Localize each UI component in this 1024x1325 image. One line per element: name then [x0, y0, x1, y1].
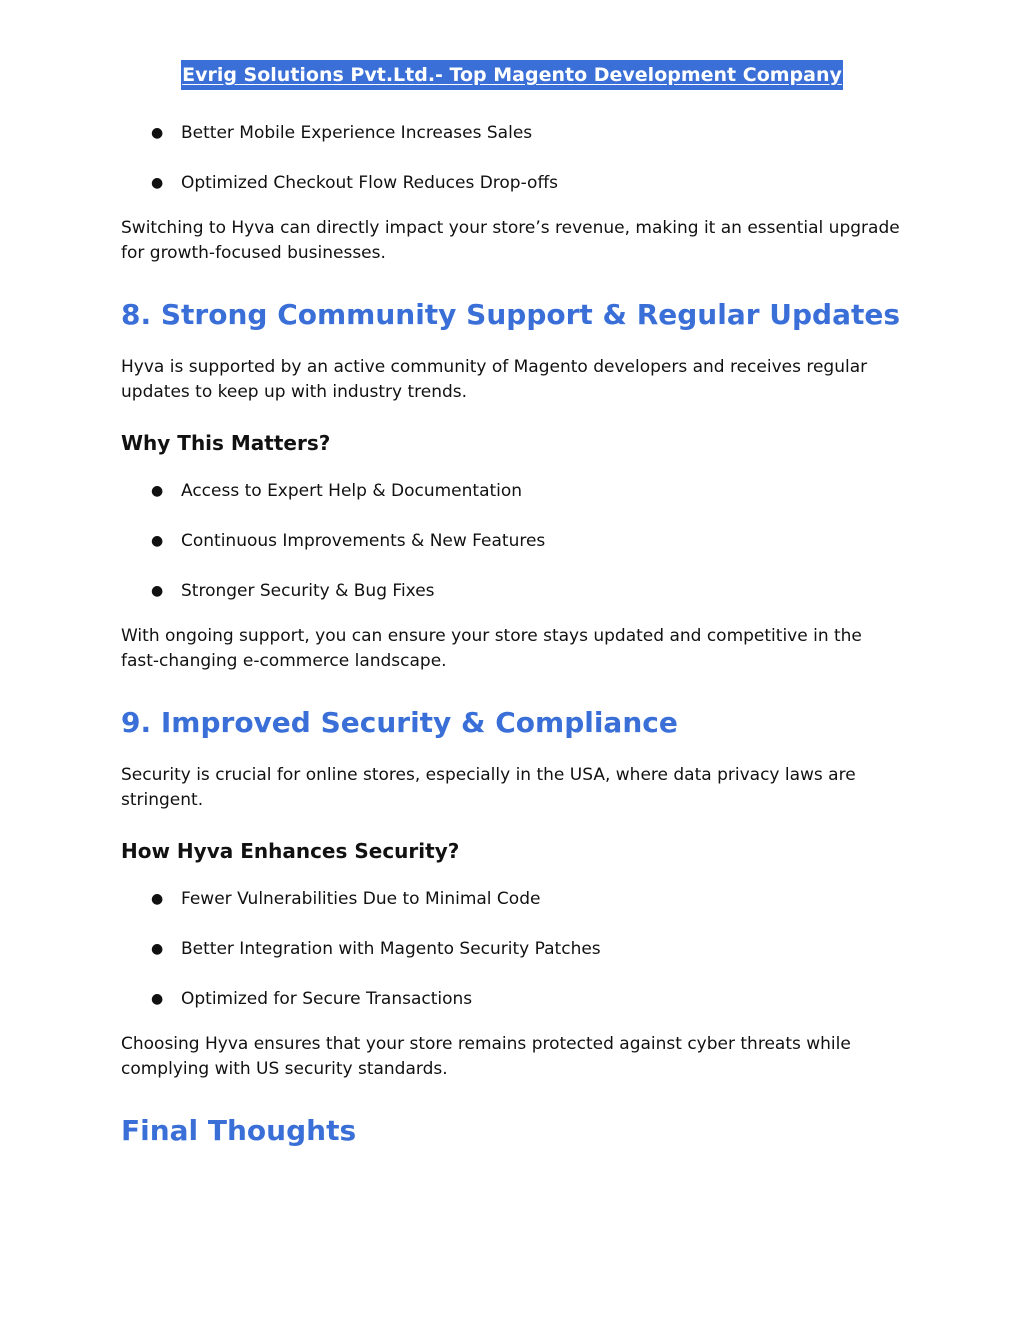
company-header-link[interactable]: Evrig Solutions Pvt.Ltd.- Top Magento Development Company [181, 60, 843, 90]
section-9 [121, 705, 901, 741]
section-8 [121, 297, 901, 333]
intro-paragraph: Switching to Hyva can directly impact your store’s revenue, making it an essential upgrade for growth-focused businesses. [121, 218, 900, 263]
list-item-text: Better Integration with Magento Security Patches [181, 939, 601, 959]
list-item [151, 121, 911, 145]
list-item [151, 887, 911, 911]
list-item-text: Fewer Vulnerabilities Due to Minimal Code [181, 889, 541, 909]
bullet-icon: ● [151, 483, 164, 499]
section-9-heading: 9. Improved Security & Compliance [121, 706, 678, 739]
list-item [151, 987, 911, 1011]
section-8-closing: With ongoing support, you can ensure your store stays updated and competitive in the fast-changing e-commerce landscape. [121, 626, 862, 671]
section-8-paragraph: Hyva is supported by an active community of Magento developers and receives regular updates to keep up with industry trends. [121, 357, 868, 402]
bullet-icon: ● [151, 891, 164, 907]
page-header [0, 60, 1024, 90]
list-item [151, 937, 911, 961]
bullet-icon: ● [151, 175, 164, 191]
list-item-text: Access to Expert Help & Documentation [181, 481, 523, 501]
final-heading: Final Thoughts [121, 1114, 357, 1147]
bullet-icon: ● [151, 941, 164, 957]
final-section [121, 1113, 901, 1149]
list-item [151, 171, 911, 195]
section-8-subheading: Why This Matters? [121, 431, 331, 455]
bullet-icon: ● [151, 533, 164, 549]
list-item-text: Optimized for Secure Transactions [181, 989, 473, 1009]
section-9-closing: Choosing Hyva ensures that your store remains protected against cyber threats while complying with US security standards. [121, 1034, 851, 1079]
bullet-icon: ● [151, 991, 164, 1007]
bullet-icon: ● [151, 583, 164, 599]
list-item [151, 479, 911, 503]
list-item [151, 529, 911, 553]
list-item [151, 579, 911, 603]
section-9-subheading: How Hyva Enhances Security? [121, 839, 460, 863]
list-item-text: Optimized Checkout Flow Reduces Drop-offs [181, 173, 559, 193]
section-8-heading: 8. Strong Community Support & Regular Updates [121, 298, 901, 331]
bullet-icon: ● [151, 125, 164, 141]
list-item-text: Continuous Improvements & New Features [181, 531, 546, 551]
list-item-text: Better Mobile Experience Increases Sales [181, 123, 533, 143]
list-item-text: Stronger Security & Bug Fixes [181, 581, 435, 601]
section-9-paragraph: Security is crucial for online stores, especially in the USA, where data privacy laws are stringent. [121, 765, 856, 810]
